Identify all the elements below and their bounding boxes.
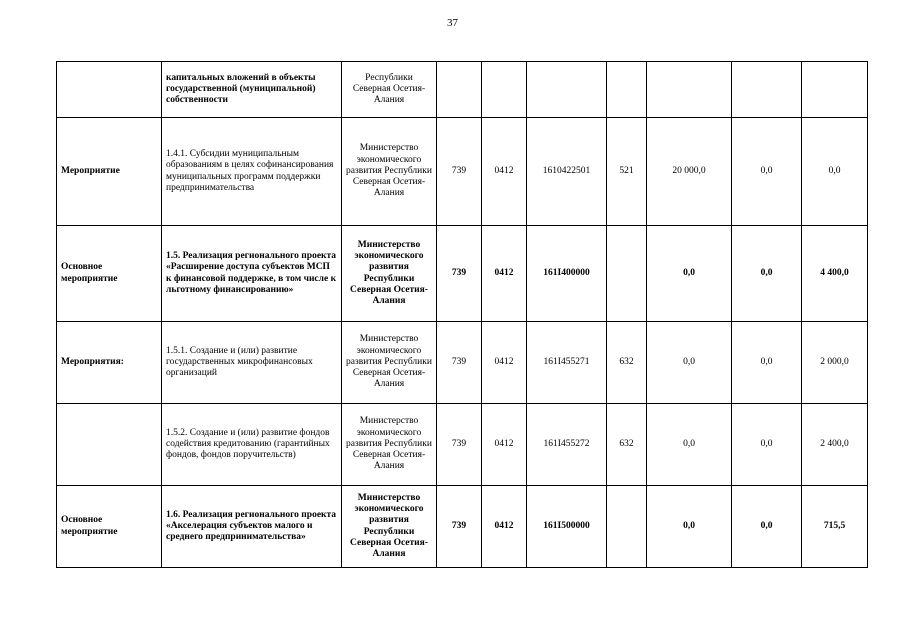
row-type: Основное мероприятие xyxy=(57,226,162,322)
row-grbs xyxy=(437,62,482,118)
row-value-2: 0,0 xyxy=(732,226,802,322)
row-value-1: 0,0 xyxy=(647,486,732,568)
row-vr: 632 xyxy=(607,322,647,404)
row-csr: 161I455272 xyxy=(527,404,607,486)
row-executor: Министерство экономического развития Республики Северная Осетия-Алания xyxy=(342,404,437,486)
row-name: капитальных вложений в объекты государственной (муниципальной) собственности xyxy=(162,62,342,118)
row-vr xyxy=(607,486,647,568)
table-row xyxy=(57,404,868,486)
row-rz: 0412 xyxy=(482,322,527,404)
row-rz: 0412 xyxy=(482,226,527,322)
row-value-3: 2 400,0 xyxy=(802,404,868,486)
row-value-1: 20 000,0 xyxy=(647,118,732,226)
row-grbs: 739 xyxy=(437,486,482,568)
table-row xyxy=(57,226,868,322)
row-name: 1.5.1. Создание и (или) развитие государственных микрофинансовых организаций xyxy=(162,322,342,404)
row-name: 1.6. Реализация регионального проекта «Акселерация субъектов малого и среднего предпринимательства» xyxy=(162,486,342,568)
row-executor: Министерство экономического развития Республики Северная Осетия-Алания xyxy=(342,322,437,404)
row-value-1: 0,0 xyxy=(647,226,732,322)
row-value-1: 0,0 xyxy=(647,322,732,404)
row-value-1: 0,0 xyxy=(647,404,732,486)
row-rz: 0412 xyxy=(482,118,527,226)
row-vr xyxy=(607,62,647,118)
row-grbs: 739 xyxy=(437,226,482,322)
table-row xyxy=(57,486,868,568)
row-value-3: 715,5 xyxy=(802,486,868,568)
row-csr: 161I500000 xyxy=(527,486,607,568)
page-number: 37 xyxy=(447,17,458,29)
budget-table xyxy=(56,61,868,568)
table-row xyxy=(57,118,868,226)
row-value-1 xyxy=(647,62,732,118)
row-value-3: 2 000,0 xyxy=(802,322,868,404)
table-row xyxy=(57,322,868,404)
row-csr: 1610422501 xyxy=(527,118,607,226)
row-type xyxy=(57,62,162,118)
row-value-2 xyxy=(732,62,802,118)
row-name: 1.4.1. Субсидии муниципальным образованиям в целях софинансирования муниципальных программ поддержки предпринимательства xyxy=(162,118,342,226)
row-rz: 0412 xyxy=(482,404,527,486)
row-value-3: 0,0 xyxy=(802,118,868,226)
row-rz xyxy=(482,62,527,118)
row-csr: 161I400000 xyxy=(527,226,607,322)
row-csr: 161I455271 xyxy=(527,322,607,404)
row-type xyxy=(57,404,162,486)
row-value-3 xyxy=(802,62,868,118)
row-executor: Республики Северная Осетия-Алания xyxy=(342,62,437,118)
row-name: 1.5. Реализация регионального проекта «Расширение доступа субъектов МСП к финансовой поддержке, в том числе к льготному финансированию» xyxy=(162,226,342,322)
row-rz: 0412 xyxy=(482,486,527,568)
row-vr: 632 xyxy=(607,404,647,486)
row-type: Мероприятия: xyxy=(57,322,162,404)
row-value-3: 4 400,0 xyxy=(802,226,868,322)
row-value-2: 0,0 xyxy=(732,486,802,568)
row-csr xyxy=(527,62,607,118)
row-executor: Министерство экономического развития Республики Северная Осетия-Алания xyxy=(342,226,437,322)
row-type: Основное мероприятие xyxy=(57,486,162,568)
row-name: 1.5.2. Создание и (или) развитие фондов содействия кредитованию (гарантийных фондов, фондов поручительств) xyxy=(162,404,342,486)
row-grbs: 739 xyxy=(437,322,482,404)
table-row xyxy=(57,62,868,118)
row-vr: 521 xyxy=(607,118,647,226)
row-value-2: 0,0 xyxy=(732,404,802,486)
row-executor: Министерство экономического развития Республики Северная Осетия-Алания xyxy=(342,118,437,226)
row-grbs: 739 xyxy=(437,118,482,226)
row-executor: Министерство экономического развития Республики Северная Осетия-Алания xyxy=(342,486,437,568)
row-value-2: 0,0 xyxy=(732,322,802,404)
row-type: Мероприятие xyxy=(57,118,162,226)
row-value-2: 0,0 xyxy=(732,118,802,226)
row-vr xyxy=(607,226,647,322)
row-grbs: 739 xyxy=(437,404,482,486)
